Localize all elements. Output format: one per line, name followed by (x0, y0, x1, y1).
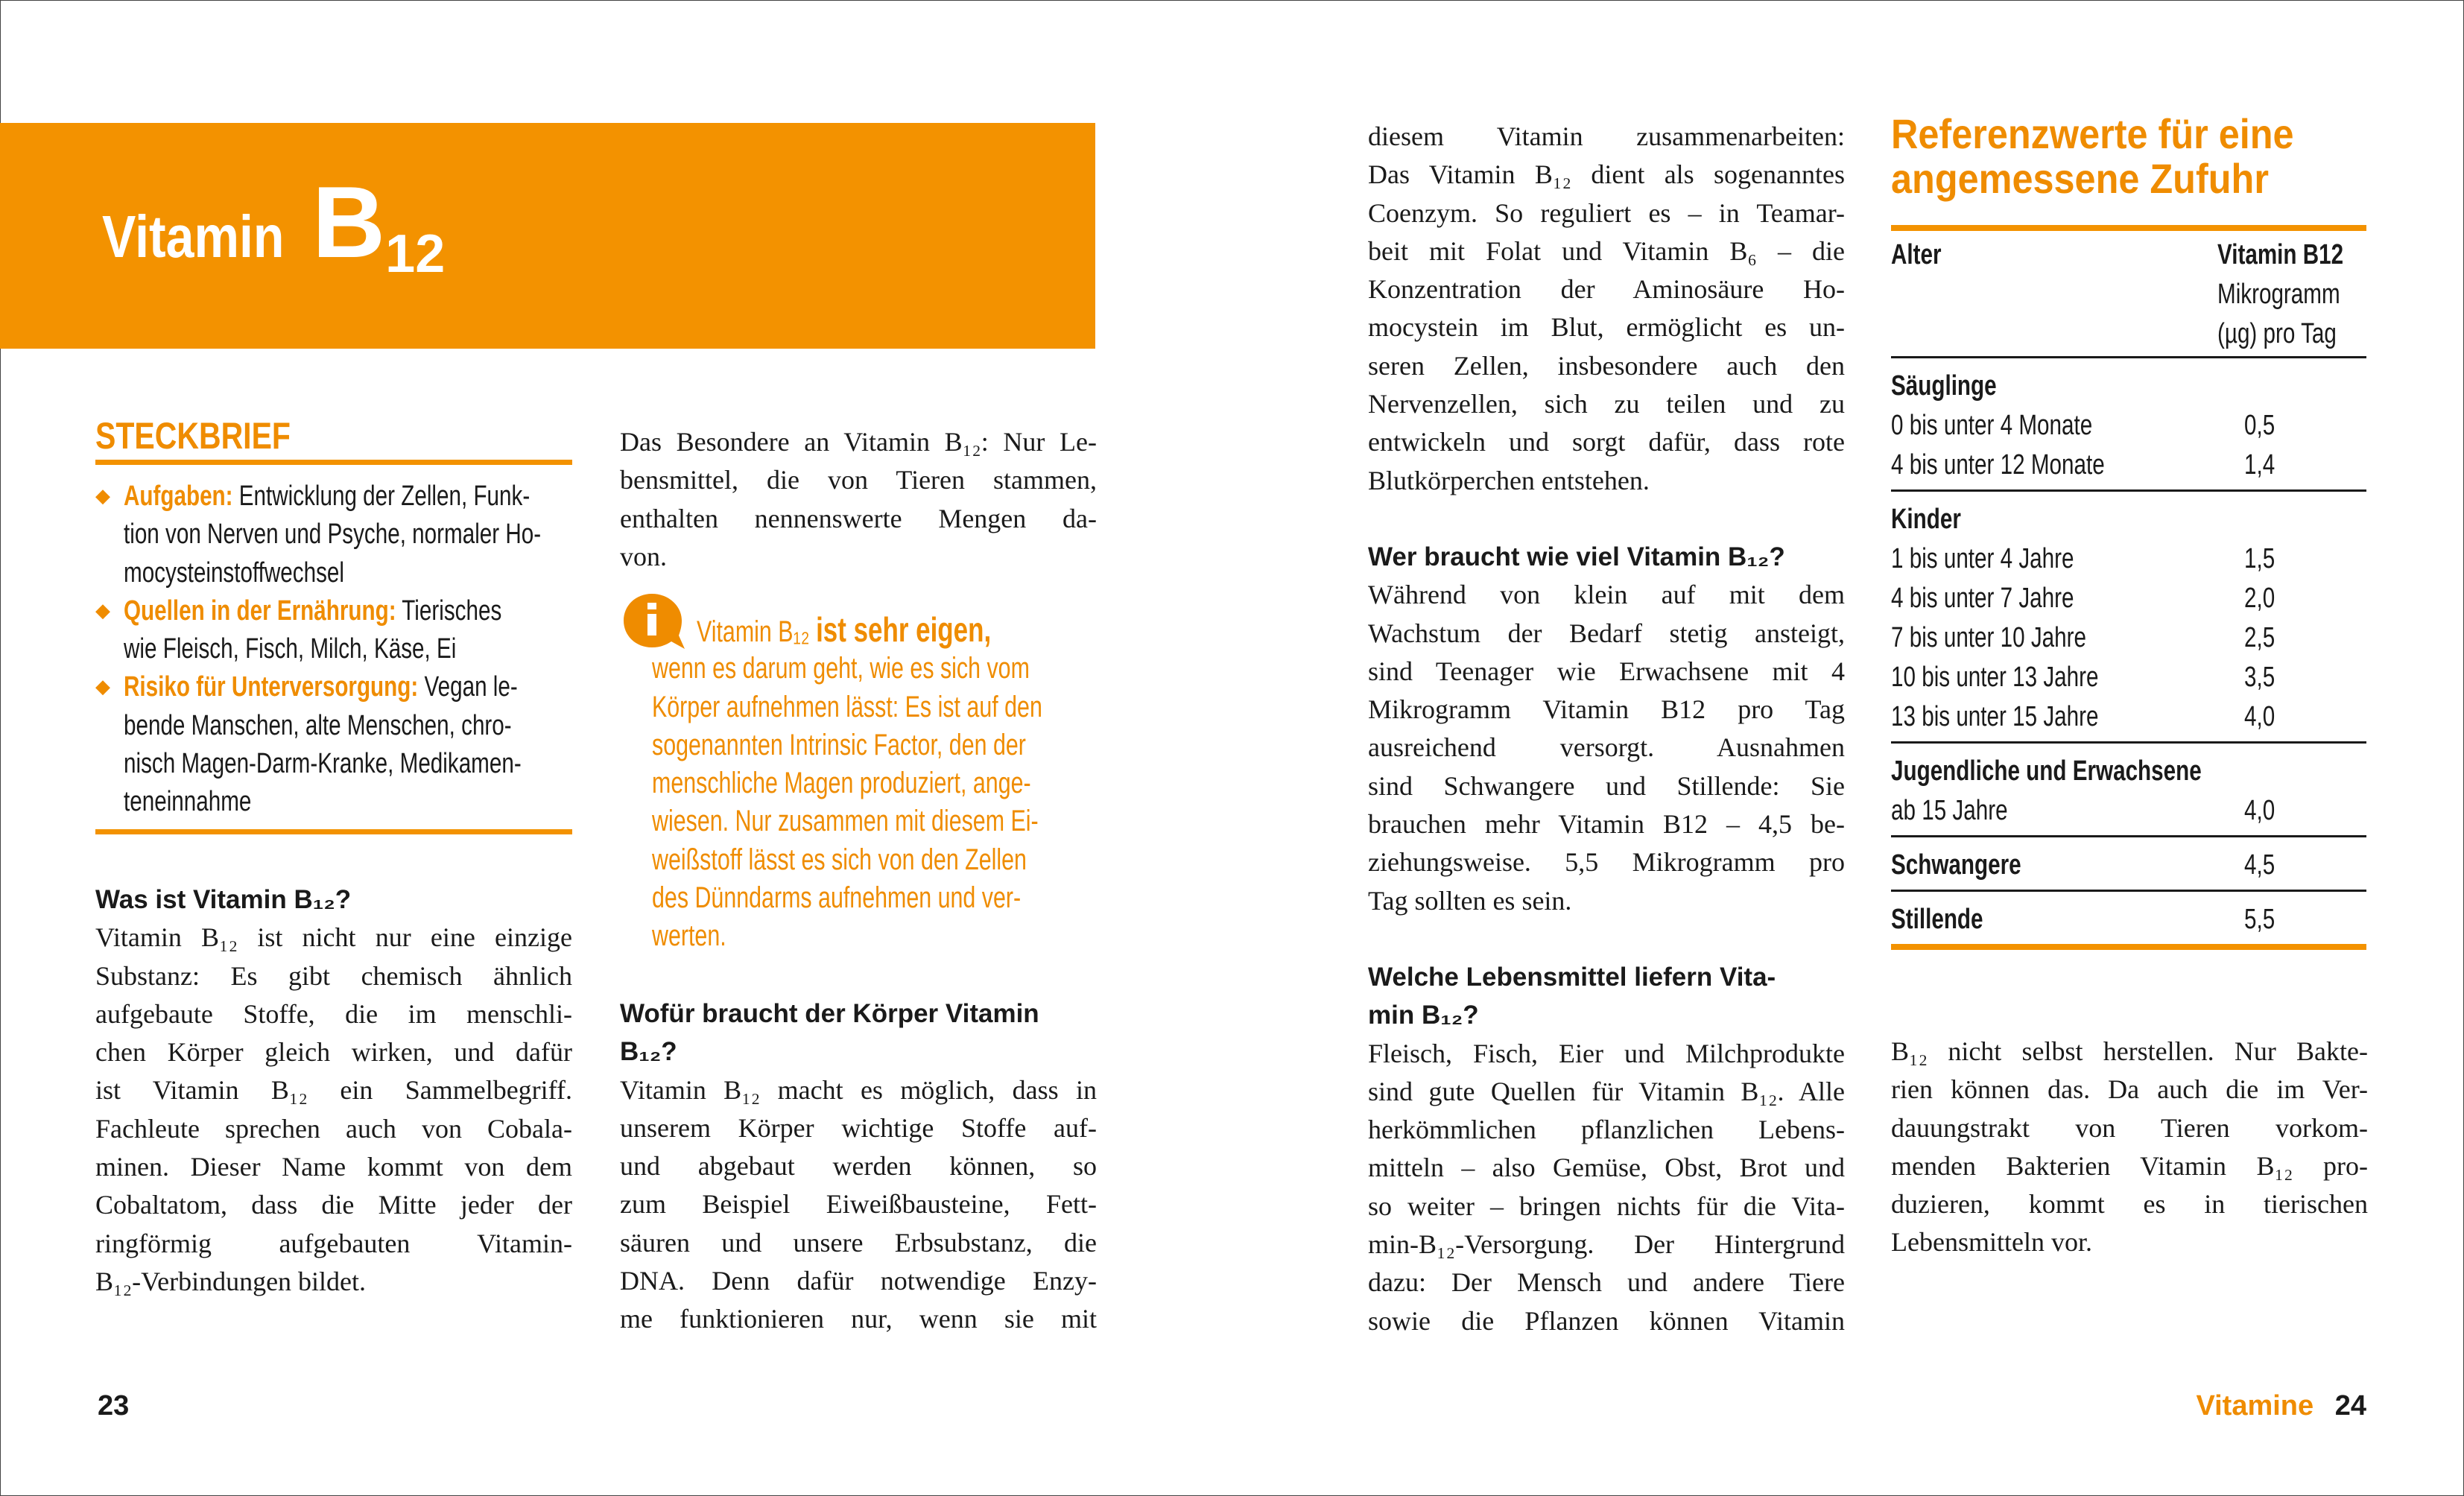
table-cell-value (2244, 618, 2284, 658)
col1-section (95, 881, 572, 1301)
steckbrief-label: Aufgaben: (124, 481, 233, 512)
text-line: B₁₂ nicht selbst herstellen. Nur Bakte- (1891, 1036, 2368, 1066)
info-text-line (652, 840, 1165, 878)
table-value: 4,0 (2244, 795, 2275, 826)
table-cell-value (2244, 791, 2284, 831)
diamond-bullet-icon: ◆ (95, 485, 110, 507)
text-line: Das Besondere an Vitamin B₁₂: Nur Le- (620, 427, 1097, 457)
text-line: brauchen mehr Vitamin B12 – 4,5 be- (1368, 809, 1845, 840)
table-cell-label: 10 bis unter 13 Jahre (1891, 662, 2099, 693)
footer-right (2196, 1390, 2366, 1422)
section-heading (95, 881, 572, 919)
steckbrief-line: Entwicklung der Zellen, Funk- (238, 481, 531, 512)
info-text-line (652, 764, 1165, 802)
table-divider (1891, 741, 2366, 744)
table-row (1891, 446, 2366, 485)
table-title-line: Referenzwerte für eine (1891, 110, 2294, 157)
steckbrief-text (124, 707, 512, 745)
text-line: menden Bakterien Vitamin B₁₂ pro- (1891, 1150, 2368, 1181)
page-number-right: 24 (2334, 1390, 2366, 1421)
text-line: DNA. Denn dafür notwendige Enzy- (620, 1266, 1097, 1296)
diamond-bullet-icon: ◆ (95, 599, 110, 622)
table-value: 1,5 (2244, 543, 2275, 574)
table-cell-label: ab 15 Jahre (1891, 795, 2008, 826)
table-cell-value (2244, 846, 2284, 885)
table-cell-label: 1 bis unter 4 Jahre (1891, 543, 2074, 574)
info-text: wenn es darum geht, wie es sich vom (652, 652, 1030, 685)
steckbrief-item-continuation (95, 630, 572, 668)
text-line: Substanz: Es gibt chemisch ähnlich (95, 960, 572, 991)
steckbrief-item (95, 592, 572, 630)
text-line: dazu: Der Mensch und andere Tiere (1368, 1267, 1845, 1298)
table-cell-label: Schwangere (1891, 849, 2021, 881)
title-subscript: 12 (385, 224, 446, 284)
table-cell-label: Alter (1891, 239, 1942, 270)
steckbrief-line: nisch Magen-Darm-Kranke, Medikamen- (124, 748, 522, 780)
table-divider (1891, 489, 2366, 492)
info-text: sogenannten Intrinsic Factor, den der (652, 728, 1026, 761)
section-heading (1368, 538, 1845, 576)
info-lead-normal: Vitamin B₁₂ (697, 615, 810, 648)
info-box (652, 611, 1165, 955)
table-value: 0,5 (2244, 410, 2275, 441)
table-cell-label: 0 bis unter 4 Monate (1891, 410, 2093, 441)
text-line: Mikrogramm Vitamin B12 pro Tag (1368, 694, 1845, 725)
steckbrief-text (124, 592, 501, 630)
paragraph (1891, 1033, 2368, 1262)
info-text (652, 649, 1165, 954)
text-line: Cobaltatom, dass die Mitte jeder der (95, 1190, 572, 1220)
value-column-title: Vitamin B12 (2217, 239, 2344, 270)
table-cell-label: Kinder (1891, 504, 1961, 535)
page-title (102, 164, 446, 284)
text-line: aufgebaute Stoffe, die im menschli- (95, 998, 572, 1029)
text-line: von. (620, 541, 667, 571)
steckbrief-line: Tierisches (402, 595, 502, 627)
section-heading (620, 995, 1097, 1071)
steckbrief-text (124, 668, 518, 706)
table-title (1891, 112, 2339, 201)
table-cell-label: Jugendliche und Erwachsene (1891, 755, 2202, 787)
steckbrief-line: teneinnahme (124, 786, 252, 818)
steckbrief-line: bende Manschen, alte Menschen, chro- (124, 709, 512, 741)
steckbrief-line: wie Fleisch, Fisch, Milch, Käse, Ei (124, 633, 457, 665)
table-group-row (1891, 367, 2366, 406)
text-line: zum Beispiel Eiweißbausteine, Fett- (620, 1189, 1097, 1220)
steckbrief-item-continuation (95, 745, 572, 783)
text-line: ist Vitamin B₁₂ ein Sammelbegriff. (95, 1075, 572, 1106)
text-line: Wachstum der Bedarf stetig ansteigt, (1368, 618, 1845, 648)
text-line: Coenzym. So reguliert es – in Teamar- (1368, 197, 1845, 228)
text-line: so weiter – bringen nichts für die Vita- (1368, 1191, 1845, 1221)
table-title-line: angemessene Zufuhr (1891, 155, 2269, 202)
paragraph (1368, 576, 1845, 920)
value-column-unit: Mikrogramm (2217, 279, 2340, 310)
text-line: ziehungsweise. 5,5 Mikrogramm pro (1368, 847, 1845, 878)
steckbrief-item-continuation (95, 707, 572, 745)
text-line: min-B₁₂-Versorgung. Der Hintergrund (1368, 1229, 1845, 1260)
text-line: Tag sollten es sein. (1368, 885, 1572, 916)
text-line: herkömmlichen pflanzlichen Lebens- (1368, 1115, 1845, 1145)
text-line: sind gute Quellen für Vitamin B₁₂. Alle (1368, 1076, 1845, 1106)
table-bottom-rule (1891, 944, 2366, 950)
text-line: sind Teenager wie Erwachsene mit 4 (1368, 656, 1845, 686)
text-line: ausreichend versorgt. Ausnahmen (1368, 732, 1845, 763)
info-text-line (652, 802, 1165, 840)
info-text: weißstoff lässt es sich von den Zellen (652, 843, 1027, 876)
info-lead (697, 611, 1165, 649)
text-line: säuren und unsere Erbsubstanz, die (620, 1227, 1097, 1258)
text-line: sind Schwangere und Stillende: Sie (1368, 770, 1845, 801)
steckbrief-label: Risiko für Unterversorgung: (124, 671, 419, 703)
table-cell-value (2244, 446, 2284, 485)
steckbrief-item-continuation (95, 516, 572, 554)
table-row (1891, 791, 2366, 831)
table-row (1891, 539, 2366, 579)
info-text-line (652, 649, 1165, 687)
text-line: Nervenzellen, sich zu teilen und zu (1368, 389, 1845, 419)
table-value: 2,0 (2244, 583, 2275, 614)
table-value: 4,0 (2244, 701, 2275, 732)
text-line: Fleisch, Fisch, Eier und Milchprodukte (1368, 1038, 1845, 1068)
table-cell-label: Säuglinge (1891, 370, 1997, 402)
text-line: me funktionieren nur, wenn sie mit (620, 1304, 1097, 1334)
col2-intro (620, 423, 1097, 576)
table-cell-label: 13 bis unter 15 Jahre (1891, 701, 2099, 732)
text-line: unserem Körper wichtige Stoffe auf- (620, 1112, 1097, 1143)
info-text: werten. (652, 919, 726, 953)
text-line: mitteln – also Gemüse, Obst, Brot und (1368, 1153, 1845, 1183)
info-text-line (652, 726, 1165, 764)
info-lead-bold: ist sehr eigen, (816, 610, 992, 649)
info-text: des Dünndarms aufnehmen und ver- (652, 881, 1022, 915)
table-value: 1,4 (2244, 449, 2275, 481)
info-text-line (652, 878, 1165, 916)
table-row (1891, 406, 2366, 446)
heading-line: min B₁₂? (1368, 1001, 1479, 1030)
page-number-left: 23 (98, 1390, 130, 1421)
table-cell-label: 7 bis unter 10 Jahre (1891, 622, 2086, 653)
table-row (1891, 579, 2366, 618)
text-line: beit mit Folat und Vitamin B₆ – die (1368, 235, 1845, 266)
table-top-rule (1891, 225, 2366, 231)
section-heading (1368, 958, 1845, 1035)
text-line: duzieren, kommt es in tierischen (1891, 1189, 2368, 1220)
paragraph (1368, 118, 1845, 500)
text-line: rien können das. Da auch die im Ver- (1891, 1074, 2368, 1105)
heading-line: Welche Lebensmittel liefern Vita- (1368, 962, 1776, 992)
info-text-line (652, 916, 1165, 954)
table-cell-label: 4 bis unter 7 Jahre (1891, 583, 2074, 614)
paragraph (620, 423, 1097, 576)
text-line: Lebensmitteln vor. (1891, 1227, 2092, 1258)
value-column-unit: (µg) pro Tag (2217, 318, 2337, 349)
table-value: 2,5 (2244, 622, 2275, 653)
steckbrief-line: mocysteinstoffwechsel (124, 557, 344, 589)
steckbrief-text (124, 783, 251, 821)
text-line: und abgebaut werden können, so (620, 1151, 1097, 1182)
steckbrief-title-text: STECKBRIEF (95, 415, 291, 457)
table-cell-value (2244, 539, 2284, 579)
info-text: wiesen. Nur zusammen mit diesem Ei- (652, 805, 1039, 838)
steckbrief-item-continuation (95, 783, 572, 821)
info-text: Körper aufnehmen lässt: Es ist auf den (652, 690, 1042, 723)
text-line: entwickeln und sorgt dafür, dass rote (1368, 427, 1845, 457)
section-name: Vitamine (2196, 1390, 2314, 1421)
steckbrief-bottom-rule (95, 829, 572, 834)
text-line: mocystein im Blut, ermöglicht es un- (1368, 312, 1845, 343)
table-divider (1891, 835, 2366, 837)
col4-section (1891, 1033, 2368, 1262)
paragraph (95, 919, 572, 1301)
steckbrief-item (95, 668, 572, 706)
heading-line: Wer braucht wie viel Vitamin B₁₂? (1368, 542, 1785, 571)
steckbrief-top-rule (95, 460, 572, 465)
text-line: minen. Dieser Name kommt von dem (95, 1152, 572, 1182)
info-text: menschliche Magen produziert, ange- (652, 767, 1031, 800)
steckbrief-item-continuation (95, 554, 572, 592)
text-line: Das Vitamin B₁₂ dient als sogenanntes (1368, 159, 1845, 190)
text-line: Fachleute sprechen auch von Cobala- (95, 1113, 572, 1144)
table-row (1891, 697, 2366, 737)
diamond-bullet-icon: ◆ (95, 676, 110, 699)
text-line: ringförmig aufgebauten Vitamin- (95, 1228, 572, 1258)
steckbrief-text (124, 745, 522, 783)
text-line: Vitamin B₁₂ macht es möglich, dass in (620, 1074, 1097, 1105)
table-cell-value (2244, 406, 2284, 446)
text-line: Vitamin B₁₂ ist nicht nur eine einzige (95, 922, 572, 953)
steckbrief-list (95, 478, 572, 822)
table-cell-value (2244, 658, 2284, 697)
heading-line: Was ist Vitamin B₁₂? (95, 885, 352, 914)
table-value: 5,5 (2244, 904, 2275, 935)
table-header-value (2217, 235, 2381, 354)
text-line: sowie die Pflanzen können Vitamin (1368, 1305, 1845, 1336)
info-text-line (652, 688, 1165, 726)
steckbrief-title (95, 414, 333, 457)
table-group-row (1891, 752, 2366, 791)
paragraph (1368, 1035, 1845, 1340)
heading-line: Wofür braucht der Körper Vitamin (620, 999, 1039, 1028)
steckbrief-item (95, 478, 572, 516)
table-cell-label: Stillende (1891, 904, 1983, 935)
steckbrief-text (124, 554, 344, 592)
table-value: 4,5 (2244, 849, 2275, 881)
steckbrief-line: tion von Nerven und Psyche, normaler Ho- (124, 519, 542, 551)
table-cell-label: 4 bis unter 12 Monate (1891, 449, 2105, 481)
steckbrief-text (124, 478, 530, 516)
col3-section (1368, 118, 1845, 1340)
paragraph (620, 1071, 1097, 1339)
table-value: 3,5 (2244, 662, 2275, 693)
text-line: chen Körper gleich wirken, und dafür (95, 1037, 572, 1068)
title-letter: B (311, 165, 386, 279)
table-cell-value (2244, 900, 2284, 939)
col2-section (620, 995, 1097, 1339)
title-word: Vitamin (102, 203, 285, 270)
table-group-row (1891, 500, 2366, 539)
table-row (1891, 618, 2366, 658)
table-group-row (1891, 900, 2366, 939)
table-divider (1891, 890, 2366, 892)
steckbrief-text (124, 630, 456, 668)
table-group-row (1891, 846, 2366, 885)
table-row (1891, 658, 2366, 697)
table-cell-value (2244, 579, 2284, 618)
text-line: Während von klein auf mit dem (1368, 580, 1845, 610)
text-line: diesem Vitamin zusammenarbeiten: (1368, 121, 1845, 151)
text-line: dauungstrakt von Tieren vorkom- (1891, 1112, 2368, 1143)
table-cell-value (2244, 697, 2284, 737)
text-line: B₁₂-Verbindungen bildet. (95, 1266, 367, 1296)
steckbrief-line: Vegan le- (424, 671, 518, 703)
steckbrief-label: Quellen in der Ernährung: (124, 595, 396, 627)
steckbrief-text (124, 516, 541, 554)
text-line: enthalten nennenswerte Mengen da- (620, 503, 1097, 533)
text-line: bensmittel, die von Tieren stammen, (620, 465, 1097, 495)
text-line: seren Zellen, insbesondere auch den (1368, 350, 1845, 381)
text-line: Blutkörperchen entstehen. (1368, 465, 1650, 495)
heading-line: B₁₂? (620, 1037, 677, 1067)
text-line: Konzentration der Aminosäure Ho- (1368, 274, 1845, 305)
table-divider (1891, 356, 2366, 358)
